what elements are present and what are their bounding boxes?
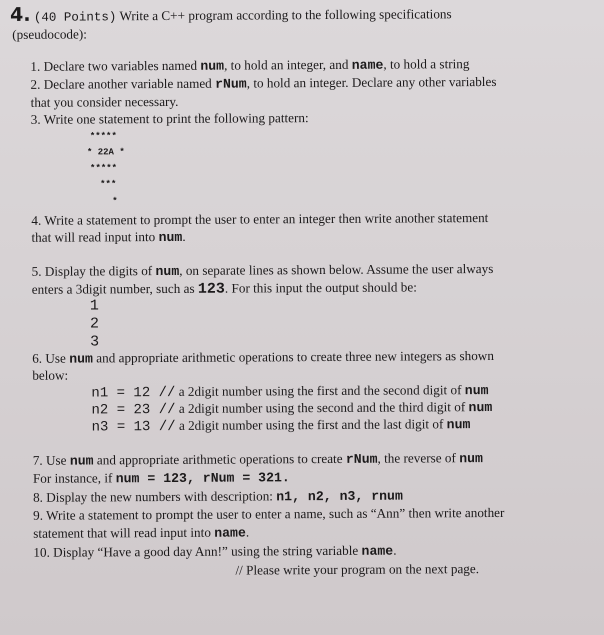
var-num: num (158, 229, 183, 246)
digit-line-1: 1 (89, 297, 99, 315)
item-9-line-2: statement that will read input into name. (33, 524, 250, 541)
digit-line-2: 2 (89, 315, 100, 333)
var-num: num (69, 453, 94, 469)
item-7-line-1: 7. Use num and appropriate arithmetic operations to create rNum, the reverse of num (32, 450, 483, 469)
item-10-line: 10. Display “Have a good day Ann!” using the string variable name. (33, 542, 397, 560)
item-6-line-1: 6. Use num and appropriate arithmetic operations to create three new integers as shown (32, 347, 494, 367)
var-rnum: rNum (345, 451, 378, 467)
item-5-line-2: enters a 3digit number, such as 123. For this input the output should be: (31, 279, 417, 298)
item-7-line-2: For instance, if num = 123, rNum = 321. (32, 470, 290, 487)
var-num: num (464, 383, 489, 399)
var-num: num (155, 263, 180, 280)
n-row-desc: a 2digit number using the second and the third digit of (178, 399, 469, 416)
item-1-line-1: 1. Declare two variables named num, to hold an integer, and name, to hold a string (30, 56, 470, 74)
question-number: 4. (10, 3, 31, 26)
digit-line-3: 3 (90, 333, 100, 351)
item-2-line-2: that you consider necessary. (30, 93, 179, 110)
pattern-row-2: * 22A * (86, 147, 125, 158)
n-row-code: n3 = 13 // (91, 418, 176, 436)
var-name: name (214, 525, 246, 541)
var-rnum: rNum (215, 76, 247, 92)
item-3-line: 3. Write one statement to print the following pattern: (30, 110, 309, 127)
n-row-3 (92, 416, 471, 435)
var-num: num (69, 351, 93, 367)
n-row-code: n1 = 12 // (91, 384, 176, 402)
var-name: name (351, 57, 384, 73)
item-8-line: 8. Display the new numbers with description: n1, n2, n3, rnum (32, 488, 403, 505)
example-code: num = 123, rNum = 321. (115, 470, 290, 487)
pattern-row-4: *** (100, 179, 117, 190)
n-row-code: n2 = 23 // (91, 401, 176, 419)
var-num: num (468, 400, 493, 416)
output-vars: n1, n2, n3, rnum (276, 488, 403, 505)
n-row-desc: a 2digit number using the first and the second digit of (178, 382, 465, 399)
example-number: 123 (197, 280, 225, 298)
var-num: num (459, 451, 483, 467)
points-label: (40 Points) (33, 10, 117, 25)
question-title: Write a C++ program according to the following specifications (116, 6, 452, 24)
item-5-line-1: 5. Display the digits of num, on separate lines as shown below. Assume the user always (31, 260, 494, 280)
item-6-line-2: below: (32, 367, 69, 383)
question-header (10, 4, 452, 26)
question-subtitle: (pseudocode): (12, 26, 87, 42)
pattern-row-5: * (112, 196, 118, 207)
item-9-line-1: 9. Write a statement to prompt the user to enter a name, such as “Ann” then write another (33, 504, 505, 523)
item-4-line-1: 4. Write a statement to prompt the user to enter an integer then write another statement (31, 210, 489, 228)
item-4-line-2: that will read input into num. (31, 228, 186, 246)
var-num: num (446, 417, 471, 433)
pattern-row-1: ***** (89, 131, 117, 142)
var-num: num (200, 58, 225, 74)
item-2-line-1: 2. Declare another variable named rNum, to hold an integer. Declare any other variables (30, 73, 497, 92)
pattern-row-3: ***** (90, 163, 118, 174)
var-name: name (361, 543, 394, 559)
footer-note: // Please write your program on the next page. (235, 561, 480, 578)
n-row-desc: a 2digit number using the first and the last digit of (178, 416, 447, 433)
